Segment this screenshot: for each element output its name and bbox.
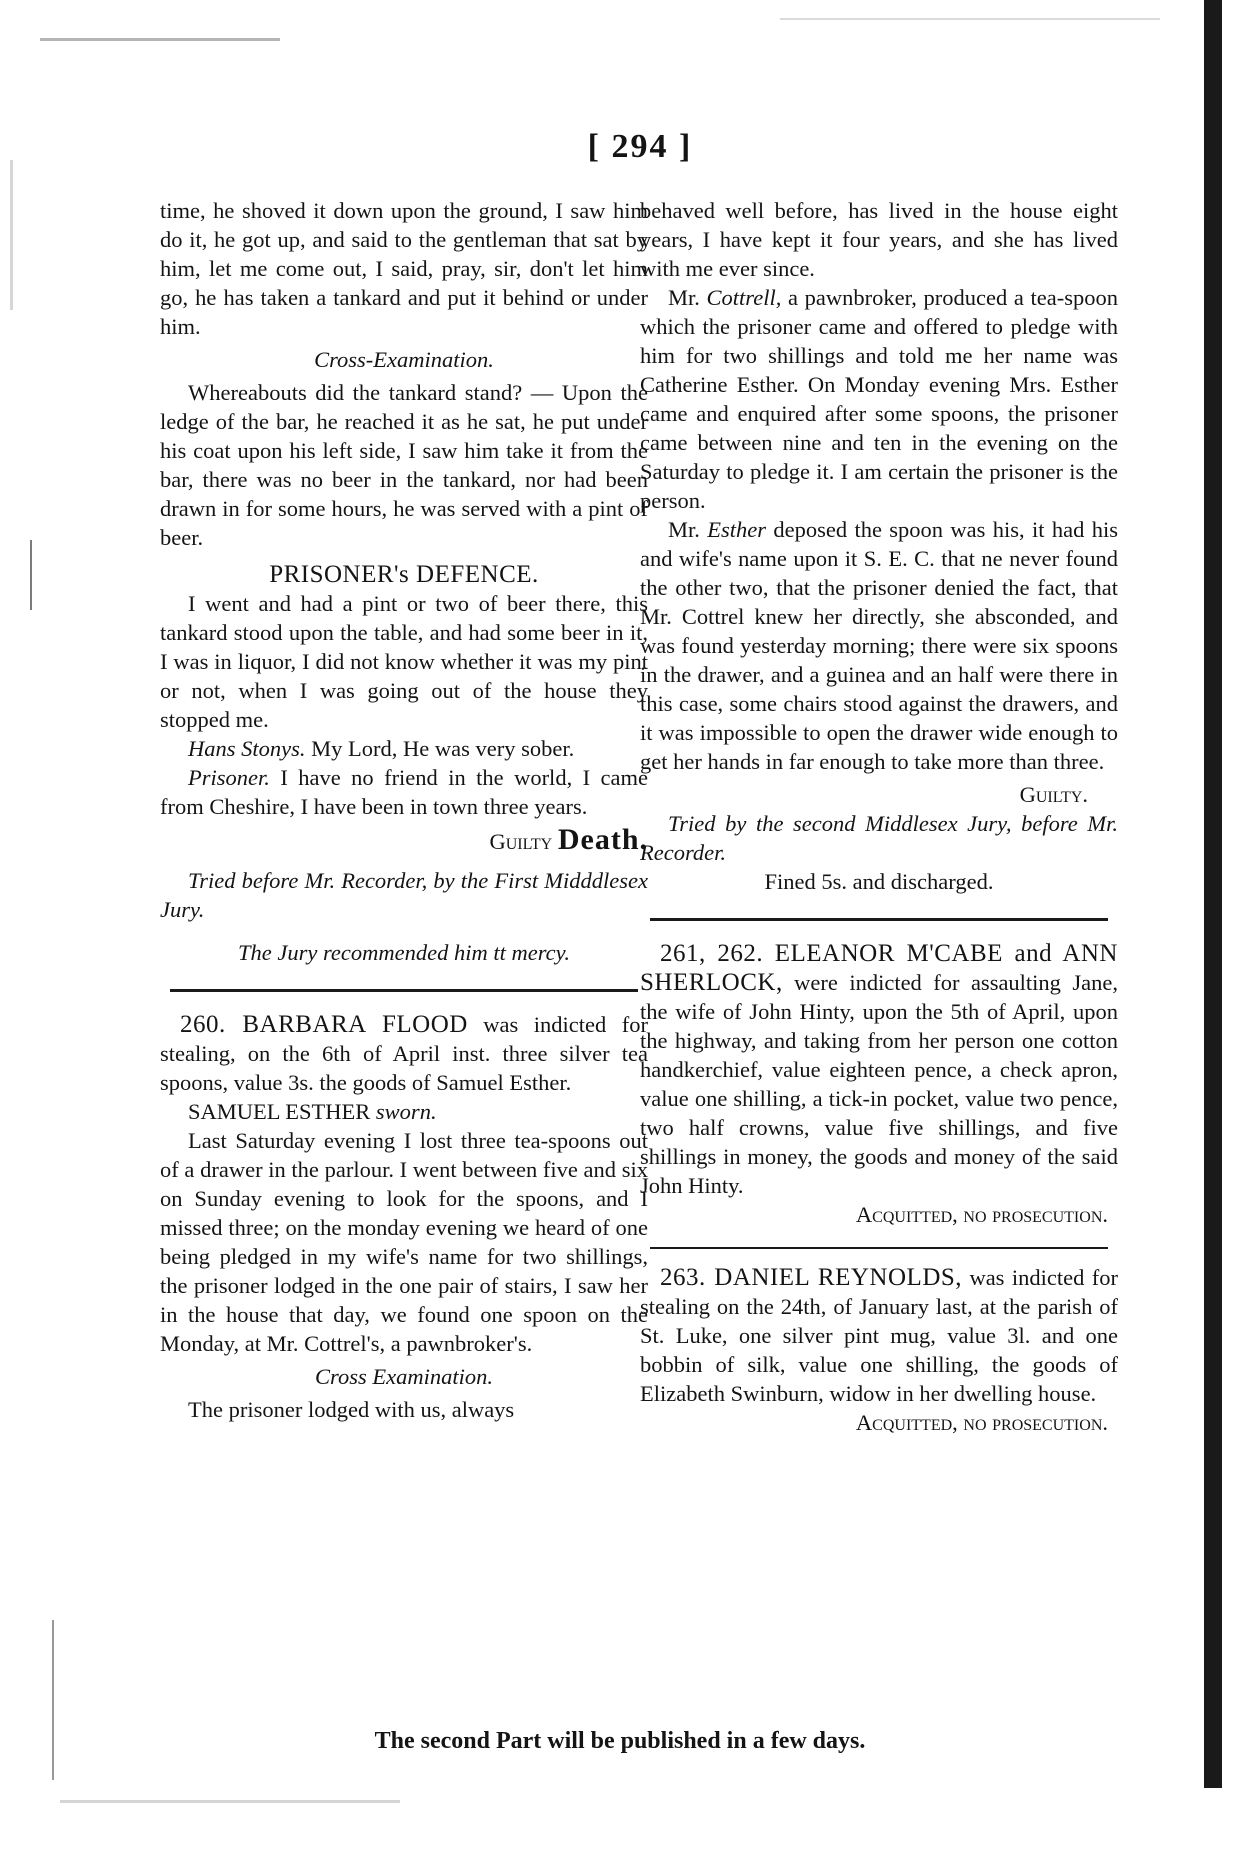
case-text: was indicted for stealing, on the 6th of April inst. three silver tea spoons, value 3s. the goods of Samuel Esther.	[160, 1012, 648, 1095]
section-divider	[650, 1247, 1108, 1249]
trial-note: Tried by the second Middlesex Jury, before Mr. Recorder.	[640, 811, 1118, 865]
section-divider	[170, 989, 638, 992]
right-column	[640, 196, 1118, 1437]
witness-name: SAMUEL ESTHER	[188, 1099, 371, 1124]
paragraph: Whereabouts did the tankard stand? — Upon the ledge of the bar, he reached it as he sat, he put under his coat upon his left side, I saw him take it from the bar, there was no beer in the tankard, nor had been drawn in for some hours, he was served with a pint of beer.	[160, 380, 648, 550]
left-column	[160, 196, 648, 1424]
cross-examination-heading: Cross-Examination.	[314, 347, 494, 372]
verdict-guilty: Guilty.	[1019, 782, 1088, 807]
paragraph: time, he shoved it down upon the ground, I saw him do it, he got up, and said to the gentleman that sat by him, let me come out, I said, pray, sir, don't let him go, he has taken a tankard and put it behind or under him.	[160, 198, 648, 339]
testimony-text: deposed the spoon was his, it had his and wife's name upon it S. E. C. that ne never found the other two, that the prisoner denied the fact, that Mr. Cottrel knew her directly, she absconded, and was found yesterday morning; there were six spoons in the drawer, and a guinea and an half were there in this case, some chairs stood against the drawers, and it was impossible to open the drawer wide enough to get her hands in far enough to take more than three.	[640, 517, 1118, 774]
case-title: 260. BARBARA FLOOD	[180, 1011, 468, 1038]
paragraph: I went and had a pint or two of beer there, this tankard stood upon the table, and had some beer in it, I was in liquor, I did not know whether it was my pint or not, when I was going out of the house they stopped me.	[160, 591, 648, 732]
scan-smudge	[10, 160, 13, 310]
case-paragraph	[640, 1263, 1118, 1408]
paragraph: The prisoner lodged with us, always	[188, 1397, 515, 1422]
testimony-line: Mr. Cottrell, a pawnbroker, produced a tea-spoon which the prisoner came and offered to pledge with him for two shillings and told me her name was Catherine Esther. On Monday evening Mrs. Esther came and enquired after some spoons, the prisoner came between nine and ten in the evening on the Saturday to pledge it. I am certain the prisoner is the person.	[640, 285, 1118, 513]
verdict	[160, 825, 648, 856]
scan-smudge	[40, 38, 280, 41]
scan-smudge	[60, 1800, 400, 1803]
paragraph: Last Saturday evening I lost three tea-spoons out of a drawer in the parlour. I went between five and six on Sunday evening to look for the spoons, and I missed three; on the monday evening we heard of one being pledged in my wife's name for two shillings, the prisoner lodged in the one pair of stairs, I saw her in the house that day, we found one spoon on the Monday, at Mr. Cottrel's, a pawnbroker's.	[160, 1128, 648, 1356]
footer-notice: The second Part will be published in a few days.	[374, 1728, 866, 1754]
binding-edge	[1204, 0, 1222, 1788]
sentence-note: Fined 5s. and discharged.	[764, 869, 994, 894]
testimony-text: My Lord, He was very sober.	[305, 736, 575, 761]
defence-heading: PRISONER's DEFENCE.	[269, 561, 539, 588]
scan-smudge	[780, 18, 1160, 20]
testimony-line	[160, 734, 648, 763]
case-paragraph	[160, 1010, 648, 1097]
case-paragraph	[640, 939, 1118, 1200]
verdict-death: Death.	[557, 823, 648, 856]
case-title: 263. DANIEL REYNOLDS,	[660, 1264, 963, 1291]
section-divider	[650, 918, 1108, 921]
scan-smudge	[30, 540, 32, 610]
scan-smudge	[52, 1620, 54, 1780]
speaker-name: Cottrell,	[706, 285, 782, 310]
cross-examination-heading: Cross Examination.	[315, 1364, 493, 1389]
trial-note: Tried before Mr. Recorder, by the First Midddlesex Jury.	[160, 868, 648, 922]
case-text: were indicted for assaulting Jane, the wife of John Hinty, upon the 5th of April, upon the highway, and taking from her person one cotton handkerchief, value eighteen pence, a check apron, value one shilling, a tick-in pocket, value two pence, two half crowns, value five shillings, and five shillings in money, the goods and money of the said John Hinty.	[640, 970, 1118, 1198]
verdict-acquitted: Acquitted, no prosecution.	[855, 1410, 1108, 1435]
speaker-name: Hans Stonys.	[188, 736, 306, 761]
testimony-line	[160, 763, 648, 821]
speaker-name: Prisoner.	[188, 765, 270, 790]
verdict-acquitted: Acquitted, no prosecution.	[855, 1202, 1108, 1227]
speaker-name: Esther	[707, 517, 766, 542]
paragraph: behaved well before, has lived in the house eight years, I have kept it four years, and she has lived with me ever since.	[640, 198, 1118, 281]
sworn-line	[160, 1097, 648, 1126]
case-title: 261, 262. ELEANOR M'CABE and ANN SHERLOCK,	[640, 940, 1118, 996]
page-number: [ 294 ]	[587, 128, 693, 165]
sworn-word: sworn.	[375, 1099, 437, 1124]
case-text: was indicted for stealing on the 24th, of January last, at the parish of St. Luke, one silver pint mug, value 3l. and one bobbin of silk, value one shilling, the goods of Elizabeth Swinburn, widow in her dwelling house.	[640, 1265, 1118, 1406]
testimony-line: Mr. Esther deposed the spoon was his, it had his and wife's name upon it S. E. C. that ne never found the other two, that the prisoner denied the fact, that Mr. Cottrel knew her directly, she absconded, and was found yesterday morning; there were six spoons in the drawer, and a guinea and an half were there in this case, some chairs stood against the drawers, and it was impossible to open the drawer wide enough to get her hands in far enough to take more than three.	[640, 517, 1118, 774]
testimony-text: I have no friend in the world, I came from Cheshire, I have been in town three years.	[160, 765, 648, 819]
testimony-text: a pawnbroker, produced a tea-spoon which the prisoner came and offered to pledge with him for two shillings and told me her name was Catherine Esther. On Monday evening Mrs. Esther came and enquired after some spoons, the prisoner came between nine and ten in the evening on the Saturday to pledge it. I am certain the prisoner is the person.	[640, 285, 1118, 513]
jury-recommendation: The Jury recommended him tt mercy.	[238, 940, 570, 965]
verdict-guilty: Guilty	[489, 829, 553, 854]
